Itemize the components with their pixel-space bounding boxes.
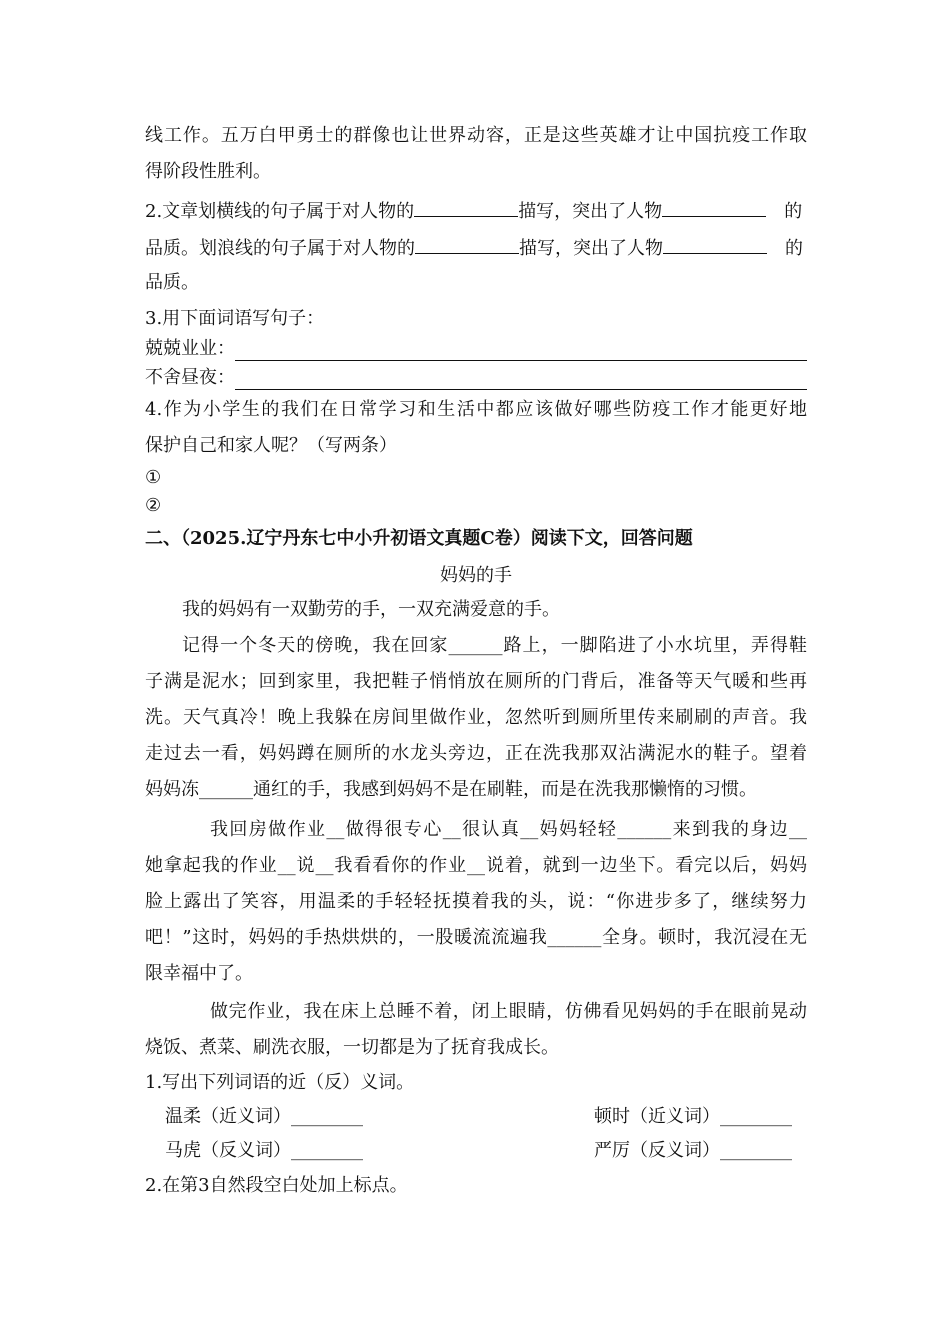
question-2-line-2 <box>145 235 807 259</box>
word-label: 兢兢业业： <box>145 338 235 359</box>
sentence-row-2 <box>145 366 807 390</box>
text-line: 做完作业，我在床上总睡不着，闭上眼睛，仿佛看见妈妈的手在眼前晃动 <box>210 1001 807 1022</box>
question-3-prompt: 3.用下面词语写句子： <box>145 308 325 329</box>
answer-blank[interactable] <box>414 198 518 217</box>
text-line: 子满是泥水；回到家里，我把鞋子悄悄放在厕所的门背后，准备等天气暖和些再 <box>145 671 807 692</box>
text: 描写，突出了人物 <box>519 238 663 259</box>
text-line: 洗。天气真冷！晚上我躲在房间里做作业，忽然听到厕所里传来刷刷的声音。我 <box>145 707 807 728</box>
text-line: 烧饭、煮菜、刷洗衣服，一切都是为了抚育我成长。 <box>145 1037 559 1058</box>
question-2-prompt: 2.在第3自然段空白处加上标点。 <box>145 1175 408 1196</box>
sentence-row-1 <box>145 337 807 361</box>
text: 的 <box>784 201 803 222</box>
text-line: 走过去一看，妈妈蹲在厕所的水龙头旁边，正在洗我那双沾满泥水的鞋子。望着 <box>145 743 807 764</box>
sentence-line[interactable] <box>235 371 807 390</box>
text-line: 记得一个冬天的傍晚，我在回家______路上，一脚陷进了小水坑里，弄得鞋 <box>182 635 807 656</box>
text-line: 得阶段性胜利。 <box>145 161 271 182</box>
question-2-line-1 <box>145 198 807 222</box>
text: 品质。划浪线的句子属于对人物的 <box>145 238 415 259</box>
word-item: 马虎（反义词）________ <box>165 1140 363 1161</box>
sentence-line[interactable] <box>235 342 807 361</box>
text-line: 妈妈冻______通红的手，我感到妈妈不是在刷鞋，而是在洗我那懒惰的习惯。 <box>145 779 757 800</box>
text-line: 她拿起我的作业__说__我看看你的作业__说着，就到一边坐下。看完以后，妈妈 <box>145 855 807 876</box>
text: 描写，突出了人物 <box>518 201 663 222</box>
passage-title: 妈妈的手 <box>440 565 512 586</box>
word-label: 不舍昼夜： <box>145 367 235 388</box>
text-line: 品质。 <box>145 272 199 293</box>
text-line: 我的妈妈有一双勤劳的手，一双充满爱意的手。 <box>182 599 560 620</box>
word-item: 严厉（反义词）________ <box>594 1140 792 1161</box>
section-heading: 二、（2025.辽宁丹东七中小升初语文真题C卷）阅读下文，回答问题 <box>145 528 693 549</box>
text-line: 4.作为小学生的我们在日常学习和生活中都应该做好哪些防疫工作才能更好地 <box>145 399 807 420</box>
answer-marker: ① <box>145 467 162 488</box>
text-line: 脸上露出了笑容，用温柔的手轻轻抚摸着我的头，说：“你进步多了，继续努力 <box>145 891 807 912</box>
answer-marker: ② <box>145 495 162 516</box>
text-line: 限幸福中了。 <box>145 963 253 984</box>
answer-blank[interactable] <box>662 198 766 217</box>
text-line: 线工作。五万白甲勇士的群像也让世界动容，正是这些英雄才让中国抗疫工作取 <box>145 125 807 146</box>
answer-blank[interactable] <box>663 235 767 254</box>
text: 的 <box>785 238 803 259</box>
text: 2.文章划横线的句子属于对人物的 <box>145 201 415 222</box>
text-line: 我回房做作业__做得很专心__很认真__妈妈轻轻______来到我的身边__ <box>210 819 807 840</box>
answer-blank[interactable] <box>415 235 519 254</box>
word-item: 顿时（近义词）________ <box>594 1106 792 1127</box>
word-item: 温柔（近义词）________ <box>165 1106 363 1127</box>
text-line: 保护自己和家人呢？（写两条） <box>145 435 397 456</box>
question-1-prompt: 1.写出下列词语的近（反）义词。 <box>145 1072 415 1093</box>
text-line: 吧！”这时，妈妈的手热烘烘的，一股暖流流遍我______全身。顿时，我沉浸在无 <box>145 927 807 948</box>
